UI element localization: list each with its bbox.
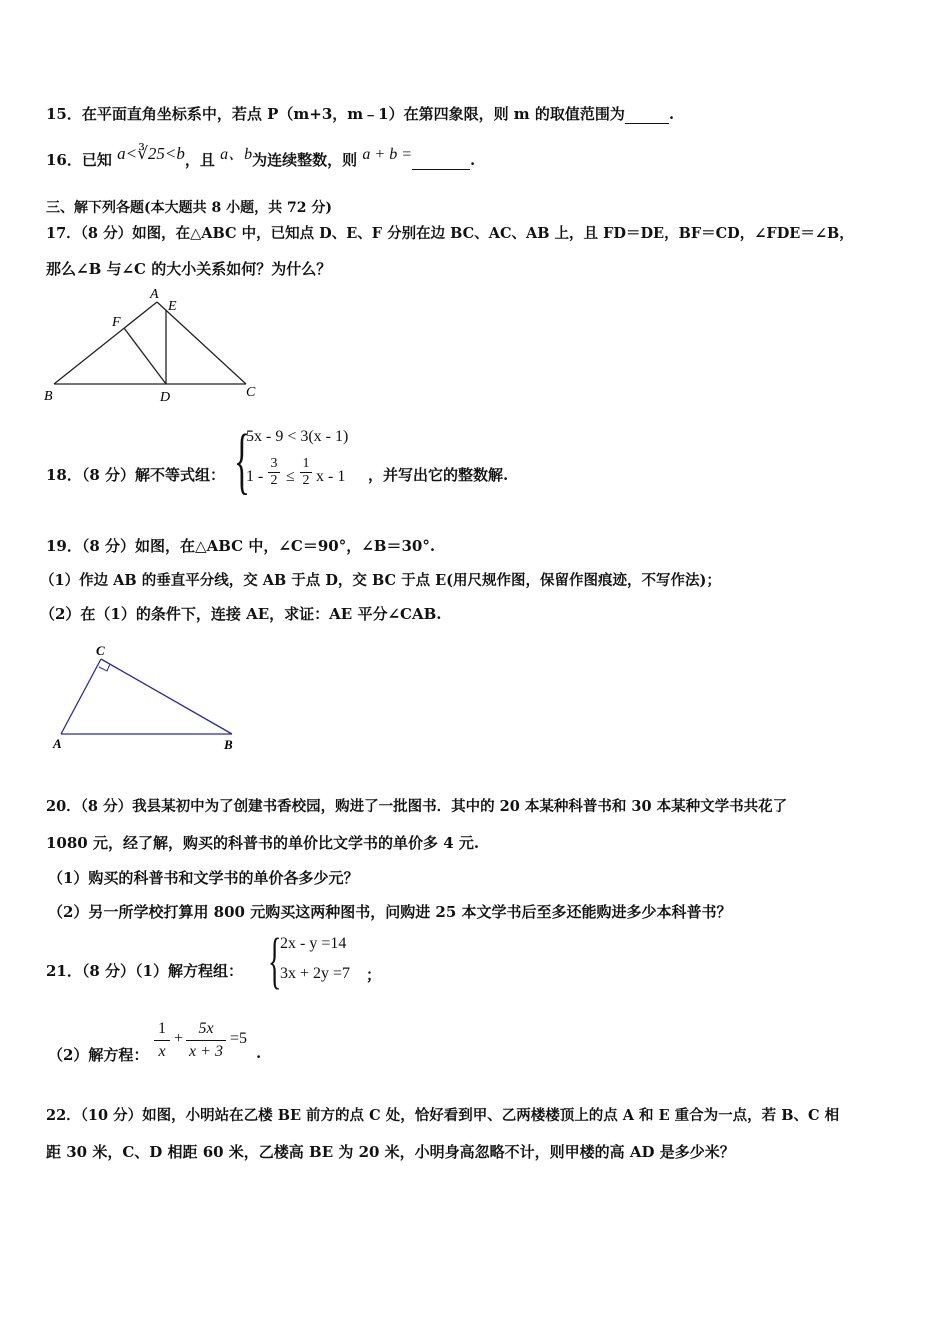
q15-text: 15．在平面直角坐标系中，若点 P（m+3，m﹣1）在第四象限，则 m 的取值范围为 <box>46 105 625 123</box>
q21-rhs: =5 <box>230 1030 248 1047</box>
question-16: 16．已知 a<∛25<b，且 a、b为连续整数，则 a + b = . <box>46 144 476 169</box>
q18-brace: { <box>234 420 250 502</box>
q16-expression: a + b = <box>362 146 412 163</box>
label-c: C <box>96 643 105 658</box>
q21-equation-2: 3x + 2y =7 <box>280 965 351 982</box>
label-c: C <box>246 385 256 400</box>
q18-fraction-2: 1 2 <box>300 456 312 489</box>
q16-answer-blank <box>412 151 470 170</box>
q16-condition: a<∛25<b <box>117 144 185 163</box>
q16-vars: a、b <box>220 146 253 163</box>
q19-line1: 19．（8 分）如图，在△ABC 中，∠C＝90°，∠B＝30°. <box>46 537 436 555</box>
q21-brace: { <box>268 927 282 995</box>
label-b: B <box>224 737 233 752</box>
label-d: D <box>160 390 171 405</box>
q18-inequality-1: 5x - 9 < 3(x - 1) <box>246 428 349 445</box>
q20-line3: （1）购买的科普书和文学书的单价各多少元？ <box>48 869 359 887</box>
q17-triangle-figure <box>40 284 270 406</box>
q19-line2: （1）作边 AB 的垂直平分线，交 AB 于点 D，交 BC 于点 E(用尺规作图，保留作图痕迹，不写作法)； <box>40 572 721 589</box>
label-a: A <box>150 287 159 302</box>
question-15: 15．在平面直角坐标系中，若点 P（m+3，m﹣1）在第四象限，则 m 的取值范围为 . <box>46 105 675 123</box>
label-e: E <box>168 299 177 314</box>
q22-line1: 22．（10 分）如图，小明站在乙楼 BE 前方的点 C 处，恰好看到甲、乙两楼楼顶上的点 A 和 E 重合为一点，若 B、C 相 <box>46 1107 840 1124</box>
label-f: F <box>112 315 121 330</box>
q21-prefix: 21．（8 分）（1）解方程组： <box>46 962 243 980</box>
q19-triangle-figure <box>48 640 248 756</box>
q18-fraction-1: 3 2 <box>268 456 280 489</box>
q21-equation-1: 2x - y =14 <box>280 935 347 952</box>
q20-line4: （2）另一所学校打算用 800 元购买这两种图书，问购进 25 本文学书后至多还能购进多少本科普书？ <box>48 903 732 921</box>
section-3-heading: 三、解下列各题(本大题共 8 小题，共 72 分) <box>46 200 332 216</box>
q15-answer-blank <box>625 105 669 124</box>
q18-ineq2-left: 1 - <box>246 468 264 485</box>
q20-line2: 1080 元，经了解，购买的科普书的单价比文学书的单价多 4 元. <box>46 834 480 852</box>
q19-line3: （2）在（1）的条件下，连接 AE，求证：AE 平分∠CAB. <box>40 605 442 623</box>
label-a: A <box>53 736 62 751</box>
q18-le-sign: ≤ <box>286 468 295 485</box>
label-b: B <box>44 389 53 404</box>
q18-ineq2-right: x - 1 <box>316 468 346 485</box>
q22-line2: 距 30 米，C、D 相距 60 米，乙楼高 BE 为 20 米，小明身高忽略不计，则甲楼的高 AD 是多少米？ <box>46 1143 735 1161</box>
q17-line2: 那么∠B 与∠C 的大小关系如何？为什么？ <box>46 260 332 278</box>
q21-part2-label: （2）解方程： <box>48 1046 149 1064</box>
q18-prefix: 18．（8 分）解不等式组： <box>46 466 226 484</box>
q21-fraction-2: 5x x + 3 <box>186 1018 226 1063</box>
q18-suffix: ，并写出它的整数解. <box>368 466 509 484</box>
q17-line1: 17．（8 分）如图，在△ABC 中，已知点 D、E、F 分别在边 BC、AC、AB 上，且 FD＝DE，BF＝CD，∠FDE＝∠B， <box>46 225 854 242</box>
q21-fraction-1: 1 x <box>154 1018 170 1063</box>
q20-line1: 20．（8 分）我县某初中为了创建书香校园，购进了一批图书．其中的 20 本某种科普书和 30 本某种文学书共花了 <box>46 798 788 815</box>
